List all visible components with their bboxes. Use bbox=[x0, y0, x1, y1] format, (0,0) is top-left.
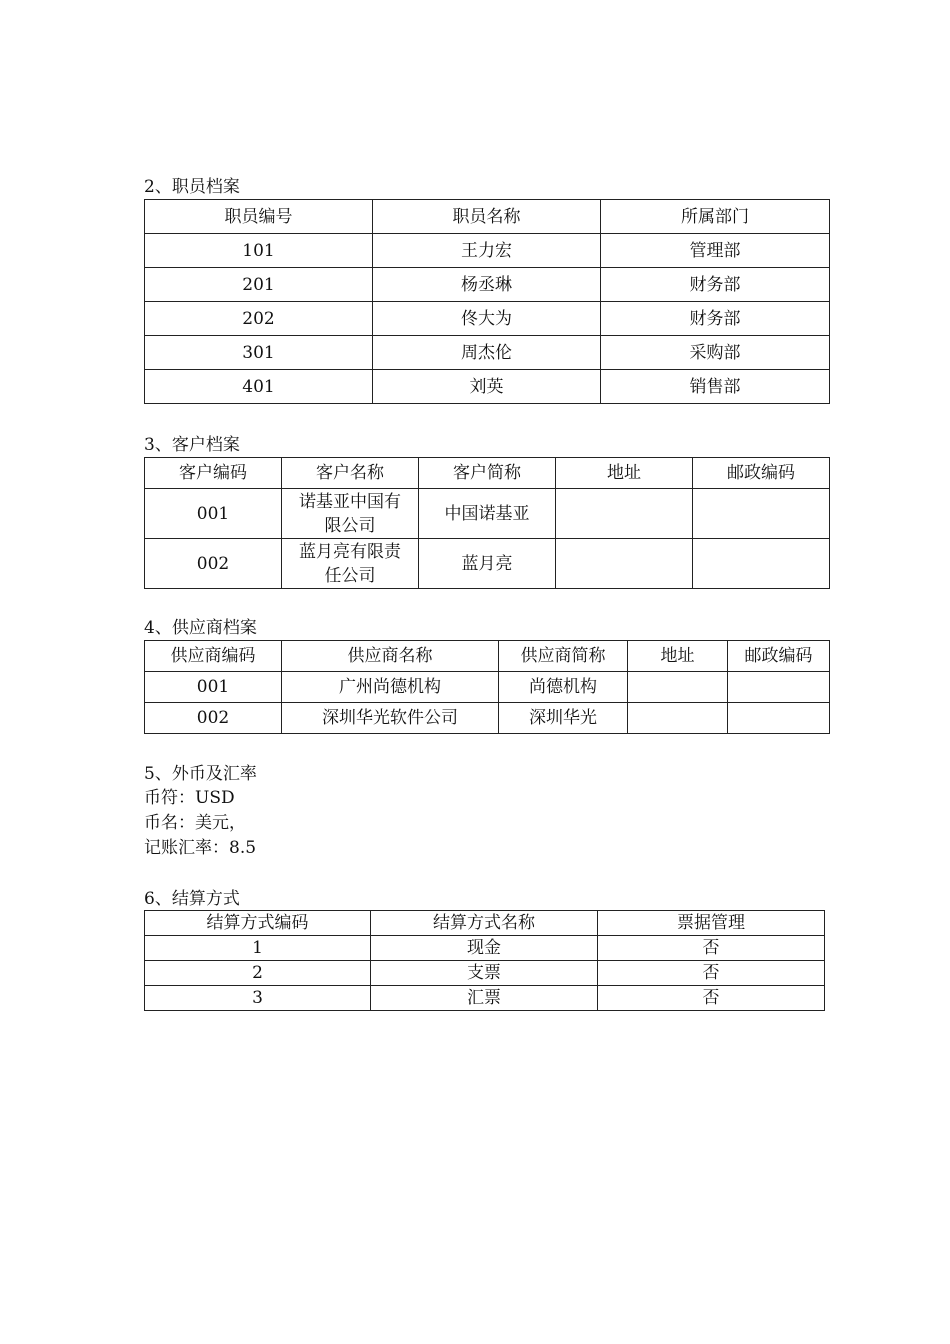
table-cell: 周杰伦 bbox=[373, 336, 601, 370]
settlement-section-title: 6、结算方式 bbox=[144, 889, 240, 909]
table-row bbox=[145, 370, 830, 404]
table-cell: 管理部 bbox=[601, 234, 830, 268]
table-cell: 汇票 bbox=[371, 986, 598, 1011]
table-cell bbox=[728, 672, 830, 703]
table-row bbox=[145, 489, 830, 539]
table-cell: 3 bbox=[145, 986, 371, 1011]
header-cell: 供应商编码 bbox=[145, 641, 282, 672]
table-row bbox=[145, 302, 830, 336]
table-cell bbox=[628, 672, 728, 703]
header-cell: 职员名称 bbox=[373, 200, 601, 234]
table-cell: 202 bbox=[145, 302, 373, 336]
table-cell: 否 bbox=[598, 986, 825, 1011]
currency-section-title: 5、外币及汇率 bbox=[144, 764, 257, 784]
header-cell: 结算方式编码 bbox=[145, 911, 371, 936]
table-cell: 蓝月亮有限责任公司 bbox=[282, 539, 419, 589]
table-cell: 王力宏 bbox=[373, 234, 601, 268]
table-cell bbox=[628, 703, 728, 734]
table-cell: 1 bbox=[145, 936, 371, 961]
table-header-row bbox=[145, 458, 830, 489]
table-cell: 蓝月亮 bbox=[419, 539, 556, 589]
supplier-section-title: 4、供应商档案 bbox=[144, 618, 257, 638]
table-cell: 深圳华光软件公司 bbox=[282, 703, 499, 734]
table-cell: 中国诺基亚 bbox=[419, 489, 556, 539]
staff-table bbox=[144, 199, 830, 404]
table-cell: 201 bbox=[145, 268, 373, 302]
table-row bbox=[145, 539, 830, 589]
table-cell bbox=[556, 489, 693, 539]
header-cell: 所属部门 bbox=[601, 200, 830, 234]
table-cell: 001 bbox=[145, 489, 282, 539]
table-cell: 刘英 bbox=[373, 370, 601, 404]
table-cell: 401 bbox=[145, 370, 373, 404]
table-cell: 现金 bbox=[371, 936, 598, 961]
table-cell bbox=[693, 539, 830, 589]
table-cell: 财务部 bbox=[601, 268, 830, 302]
table-cell: 002 bbox=[145, 539, 282, 589]
table-row bbox=[145, 986, 825, 1011]
table-row bbox=[145, 703, 830, 734]
table-row bbox=[145, 961, 825, 986]
table-cell bbox=[728, 703, 830, 734]
table-header-row bbox=[145, 911, 825, 936]
header-cell: 票据管理 bbox=[598, 911, 825, 936]
currency-name-line: 币名：美元， bbox=[144, 813, 246, 833]
table-row bbox=[145, 936, 825, 961]
customer-table bbox=[144, 457, 830, 589]
table-cell: 2 bbox=[145, 961, 371, 986]
header-cell: 邮政编码 bbox=[728, 641, 830, 672]
exchange-rate-line: 记账汇率：8.5 bbox=[144, 838, 257, 858]
table-cell: 301 bbox=[145, 336, 373, 370]
settlement-table bbox=[144, 910, 825, 1011]
table-header-row bbox=[145, 200, 830, 234]
table-cell: 杨丞琳 bbox=[373, 268, 601, 302]
header-cell: 结算方式名称 bbox=[371, 911, 598, 936]
header-cell: 邮政编码 bbox=[693, 458, 830, 489]
table-header-row bbox=[145, 641, 830, 672]
currency-symbol-line: 币符：USD bbox=[144, 788, 235, 808]
header-cell: 职员编号 bbox=[145, 200, 373, 234]
supplier-table bbox=[144, 640, 830, 734]
table-cell: 广州尚德机构 bbox=[282, 672, 499, 703]
table-cell: 采购部 bbox=[601, 336, 830, 370]
header-cell: 客户简称 bbox=[419, 458, 556, 489]
table-cell: 否 bbox=[598, 936, 825, 961]
table-cell: 销售部 bbox=[601, 370, 830, 404]
table-row bbox=[145, 234, 830, 268]
header-cell: 供应商名称 bbox=[282, 641, 499, 672]
table-cell: 101 bbox=[145, 234, 373, 268]
table-cell: 支票 bbox=[371, 961, 598, 986]
table-row bbox=[145, 672, 830, 703]
header-cell: 地址 bbox=[556, 458, 693, 489]
table-cell: 深圳华光 bbox=[499, 703, 628, 734]
staff-section-title: 2、职员档案 bbox=[144, 177, 240, 197]
table-cell: 财务部 bbox=[601, 302, 830, 336]
table-cell: 001 bbox=[145, 672, 282, 703]
customer-section-title: 3、客户档案 bbox=[144, 435, 240, 455]
header-cell: 供应商简称 bbox=[499, 641, 628, 672]
table-cell bbox=[556, 539, 693, 589]
header-cell: 客户编码 bbox=[145, 458, 282, 489]
table-cell bbox=[693, 489, 830, 539]
table-cell: 002 bbox=[145, 703, 282, 734]
table-row bbox=[145, 336, 830, 370]
header-cell: 客户名称 bbox=[282, 458, 419, 489]
table-cell: 诺基亚中国有限公司 bbox=[282, 489, 419, 539]
header-cell: 地址 bbox=[628, 641, 728, 672]
table-row bbox=[145, 268, 830, 302]
table-cell: 尚德机构 bbox=[499, 672, 628, 703]
table-cell: 否 bbox=[598, 961, 825, 986]
table-cell: 佟大为 bbox=[373, 302, 601, 336]
